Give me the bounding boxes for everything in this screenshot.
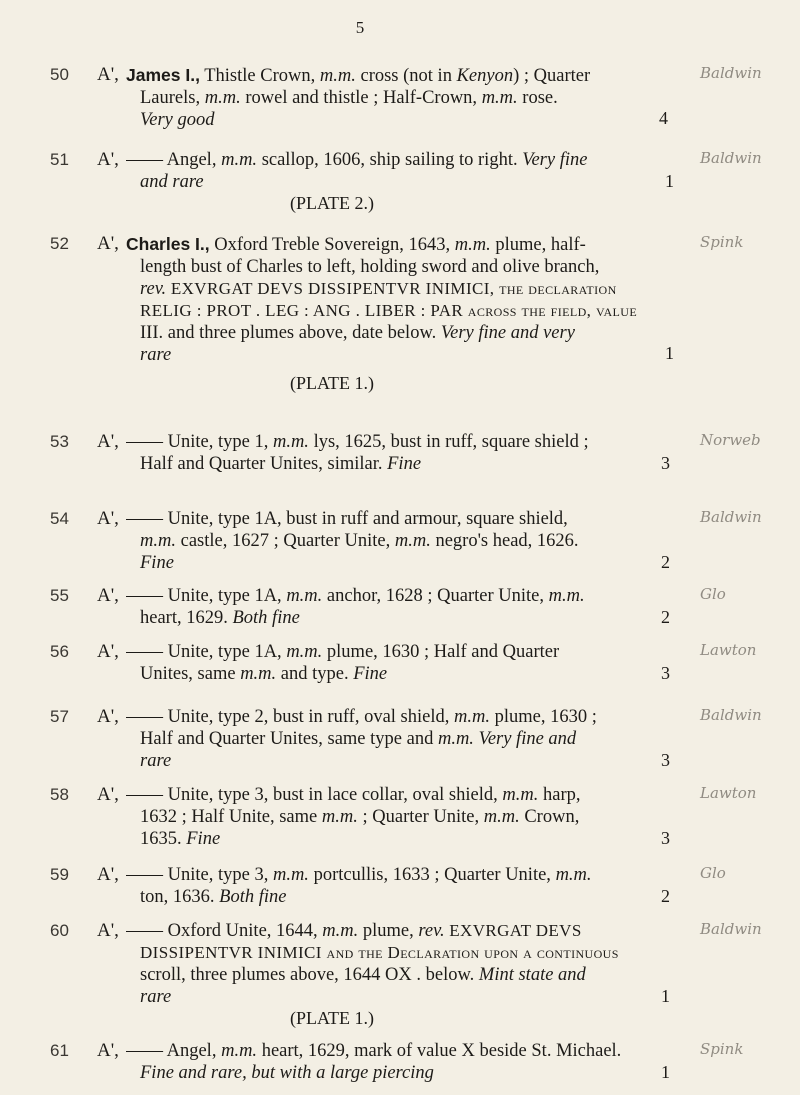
lot-description <box>126 585 668 629</box>
text-segment: m.m. <box>272 865 309 885</box>
text-segment: rose. <box>517 88 558 108</box>
description-line <box>126 322 668 344</box>
plate-reference: (PLATE 1.) <box>290 373 374 393</box>
text-segment: —— Unite, type 3, bust in lace collar, oval shield, <box>126 785 503 805</box>
text-segment: RELIG : PROT . LEG : ANG . LIBER : PAR across the field, value <box>140 301 638 320</box>
handwritten-buyer-note: Glo <box>700 864 726 882</box>
text-segment: m.m. <box>454 707 490 727</box>
description-line <box>126 552 668 574</box>
text-segment: castle, 1627 ; Quarter Unite, <box>175 531 395 551</box>
lot-price: 1 <box>661 986 670 1006</box>
text-segment: m.m. <box>204 88 241 108</box>
lot-description <box>126 149 668 193</box>
text-segment: m.m. <box>483 807 520 827</box>
handwritten-buyer-note: Glo <box>700 585 726 603</box>
lot-price: 3 <box>661 750 670 770</box>
description-line <box>126 109 668 131</box>
lot-price: 3 <box>661 663 670 683</box>
text-segment: scroll, three plumes above, 1644 OX . below. <box>140 965 479 985</box>
lot-number: 60 <box>50 921 69 940</box>
description-line <box>126 784 668 806</box>
lot-description <box>126 920 668 1008</box>
text-segment: m.m. <box>240 664 277 684</box>
text-segment: rev. <box>418 921 445 941</box>
handwritten-buyer-note: Norweb <box>700 431 761 449</box>
text-segment: rare <box>140 987 172 1007</box>
description-line <box>126 942 668 964</box>
handwritten-buyer-note: Baldwin <box>700 706 762 724</box>
text-segment: —— Unite, type 2, bust in ruff, oval shield, <box>126 707 454 727</box>
lot-description <box>126 641 668 685</box>
text-segment: —— Unite, type 1A, <box>126 586 287 606</box>
text-segment: Kenyon <box>456 66 514 86</box>
text-segment: m.m. <box>437 729 474 749</box>
text-segment: plume, 1630 ; Half and Quarter <box>322 642 560 662</box>
handwritten-buyer-note: Baldwin <box>700 508 762 526</box>
text-segment: DISSIPENTVR INIMICI and the Declaration upon a continuous <box>140 943 619 962</box>
description-line <box>126 453 668 475</box>
lot-grade: A', <box>97 784 119 805</box>
lot-price: 1 <box>665 343 674 363</box>
text-segment: m.m. <box>221 1041 258 1061</box>
lot-description <box>126 864 668 908</box>
text-segment: Thistle Crown, <box>199 66 320 86</box>
lot-description <box>126 508 668 574</box>
text-segment: plume, <box>358 921 419 941</box>
lot-price: 2 <box>661 552 670 572</box>
text-segment: 1635. <box>140 829 187 849</box>
text-segment: —— Oxford Unite, 1644, <box>126 921 323 941</box>
lot-price: 4 <box>659 108 668 128</box>
lot-number: 52 <box>50 234 69 253</box>
text-segment: Fine and rare, but with a large piercing <box>140 1063 434 1083</box>
lot-number: 51 <box>50 150 69 169</box>
description-line <box>126 920 668 942</box>
text-segment: Charles I., <box>126 234 210 254</box>
text-segment: m.m. <box>286 642 323 662</box>
lot-grade: A', <box>97 920 119 941</box>
lot-grade: A', <box>97 149 119 170</box>
description-line <box>126 431 668 453</box>
text-segment: ; Quarter Unite, <box>357 807 484 827</box>
text-segment: m.m. <box>221 150 258 170</box>
lot-price: 2 <box>661 607 670 627</box>
description-line <box>126 663 668 685</box>
lot-description <box>126 431 668 475</box>
text-segment: III. and three plumes above, date below. <box>140 323 441 343</box>
description-line <box>126 964 668 986</box>
description-line <box>126 750 668 772</box>
text-segment: Mint state and <box>478 965 586 985</box>
handwritten-buyer-note: Spink <box>700 1040 744 1058</box>
lot-number: 57 <box>50 707 69 726</box>
text-segment: lys, 1625, bust in ruff, square shield ; <box>308 432 589 452</box>
text-segment: Half and Quarter Unites, same type and <box>140 729 438 749</box>
text-segment: —— Unite, type 1A, <box>126 642 287 662</box>
plate-reference: (PLATE 1.) <box>290 1008 374 1028</box>
lot-number: 61 <box>50 1041 69 1060</box>
lot-grade: A', <box>97 1040 119 1061</box>
lot-number: 56 <box>50 642 69 661</box>
text-segment: heart, 1629. <box>140 608 233 628</box>
text-segment: cross (not in <box>355 66 457 86</box>
text-segment: 1632 ; Half Unite, same <box>140 807 322 827</box>
lot-description <box>126 706 668 772</box>
lot-price: 1 <box>665 171 674 191</box>
text-segment: heart, 1629, mark of value X beside St. Michael. <box>257 1041 622 1061</box>
lot-grade: A', <box>97 864 119 885</box>
description-line <box>126 344 668 366</box>
text-segment: Unites, same <box>140 664 241 684</box>
description-line <box>126 300 668 322</box>
text-segment: m.m. <box>502 785 539 805</box>
text-segment: negro's head, 1626. <box>430 531 579 551</box>
text-segment: ) ; Quarter <box>513 66 591 86</box>
description-line <box>126 171 668 193</box>
description-line <box>126 530 668 552</box>
lot-number: 53 <box>50 432 69 451</box>
text-segment: m.m. <box>481 88 518 108</box>
lot-number: 58 <box>50 785 69 804</box>
text-segment: EXVRGAT DEVS DISSIPENTVR INIMICI, the declaration <box>166 279 617 298</box>
lot-number: 50 <box>50 65 69 84</box>
text-segment: Very fine and very <box>440 323 575 343</box>
plate-reference: (PLATE 2.) <box>290 193 374 213</box>
lot-number: 59 <box>50 865 69 884</box>
text-segment: Half and Quarter Unites, similar. <box>140 454 388 474</box>
text-segment: m.m. <box>548 586 585 606</box>
text-segment: m.m. <box>321 807 358 827</box>
handwritten-buyer-note: Lawton <box>700 784 757 802</box>
description-line <box>126 641 668 663</box>
description-line <box>126 886 668 908</box>
description-line <box>126 233 668 256</box>
text-segment: m.m. <box>454 235 491 255</box>
text-segment: Both fine <box>219 887 287 907</box>
page-number: 5 <box>355 18 365 37</box>
text-segment: —— Unite, type 1A, bust in ruff and armour, square shield, <box>126 509 568 529</box>
text-segment: Fine <box>387 454 422 474</box>
lot-grade: A', <box>97 431 119 452</box>
description-line <box>126 806 668 828</box>
text-segment: m.m. <box>319 66 356 86</box>
lot-price: 1 <box>661 1062 670 1082</box>
text-segment: —— Angel, <box>126 1041 222 1061</box>
text-segment: rev. <box>140 279 167 299</box>
text-segment: Fine <box>186 829 221 849</box>
description-line <box>126 508 668 530</box>
text-segment: and type. <box>276 664 354 684</box>
lot-grade: A', <box>97 585 119 606</box>
text-segment: m.m. <box>272 432 309 452</box>
text-segment: Crown, <box>519 807 580 827</box>
text-segment: m.m. <box>286 586 323 606</box>
lot-description <box>126 784 668 850</box>
lot-grade: A', <box>97 706 119 727</box>
text-segment: m.m. <box>555 865 592 885</box>
description-line <box>126 706 668 728</box>
description-line <box>126 986 668 1008</box>
description-line <box>126 585 668 607</box>
text-segment: rare <box>140 751 172 771</box>
handwritten-buyer-note: Baldwin <box>700 149 762 167</box>
description-line <box>126 607 668 629</box>
text-segment: —— Unite, type 1, <box>126 432 273 452</box>
handwritten-buyer-note: Lawton <box>700 641 757 659</box>
lot-grade: A', <box>97 641 119 662</box>
text-segment: James I., <box>126 65 200 85</box>
text-segment: Both fine <box>232 608 300 628</box>
text-segment: Laurels, <box>140 88 205 108</box>
description-line <box>126 278 668 300</box>
text-segment: portcullis, 1633 ; Quarter Unite, <box>308 865 556 885</box>
text-segment: rare <box>140 345 172 365</box>
description-line <box>126 1040 668 1062</box>
text-segment: m.m. <box>394 531 431 551</box>
lot-description <box>126 64 668 131</box>
text-segment: m.m. <box>140 531 176 551</box>
text-segment: Oxford Treble Sovereign, 1643, <box>209 235 455 255</box>
text-segment: scallop, 1606, ship sailing to right. <box>257 150 523 170</box>
lot-description <box>126 233 668 366</box>
text-segment: anchor, 1628 ; Quarter Unite, <box>322 586 549 606</box>
handwritten-buyer-note: Baldwin <box>700 920 762 938</box>
lot-number: 55 <box>50 586 69 605</box>
lot-price: 3 <box>661 828 670 848</box>
text-segment: length bust of Charles to left, holding sword and olive branch, <box>140 257 600 277</box>
text-segment: —— Unite, type 3, <box>126 865 273 885</box>
text-segment: plume, 1630 ; <box>489 707 597 727</box>
description-line <box>126 87 668 109</box>
text-segment: ton, 1636. <box>140 887 220 907</box>
lot-grade: A', <box>97 233 119 254</box>
description-line <box>126 828 668 850</box>
text-segment: Very fine <box>522 150 588 170</box>
lot-price: 2 <box>661 886 670 906</box>
text-segment: and rare <box>140 172 204 192</box>
text-segment: harp, <box>538 785 581 805</box>
description-line <box>126 1062 668 1084</box>
text-segment: EXVRGAT DEVS <box>444 921 582 940</box>
text-segment: Fine <box>140 553 174 573</box>
description-line <box>126 256 668 278</box>
description-line <box>126 64 668 87</box>
text-segment: plume, half- <box>490 235 586 255</box>
text-segment: m.m. <box>322 921 359 941</box>
lot-grade: A', <box>97 508 119 529</box>
lot-price: 3 <box>661 453 670 473</box>
text-segment: Fine <box>353 664 388 684</box>
lot-number: 54 <box>50 509 69 528</box>
handwritten-buyer-note: Baldwin <box>700 64 762 82</box>
description-line <box>126 864 668 886</box>
lot-grade: A', <box>97 64 119 85</box>
handwritten-buyer-note: Spink <box>700 233 744 251</box>
description-line <box>126 149 668 171</box>
text-segment: rowel and thistle ; Half-Crown, <box>240 88 482 108</box>
text-segment: Very fine and <box>478 729 577 749</box>
text-segment: Very good <box>140 110 215 130</box>
text-segment: —— Angel, <box>126 150 222 170</box>
lot-description <box>126 1040 668 1084</box>
description-line <box>126 728 668 750</box>
